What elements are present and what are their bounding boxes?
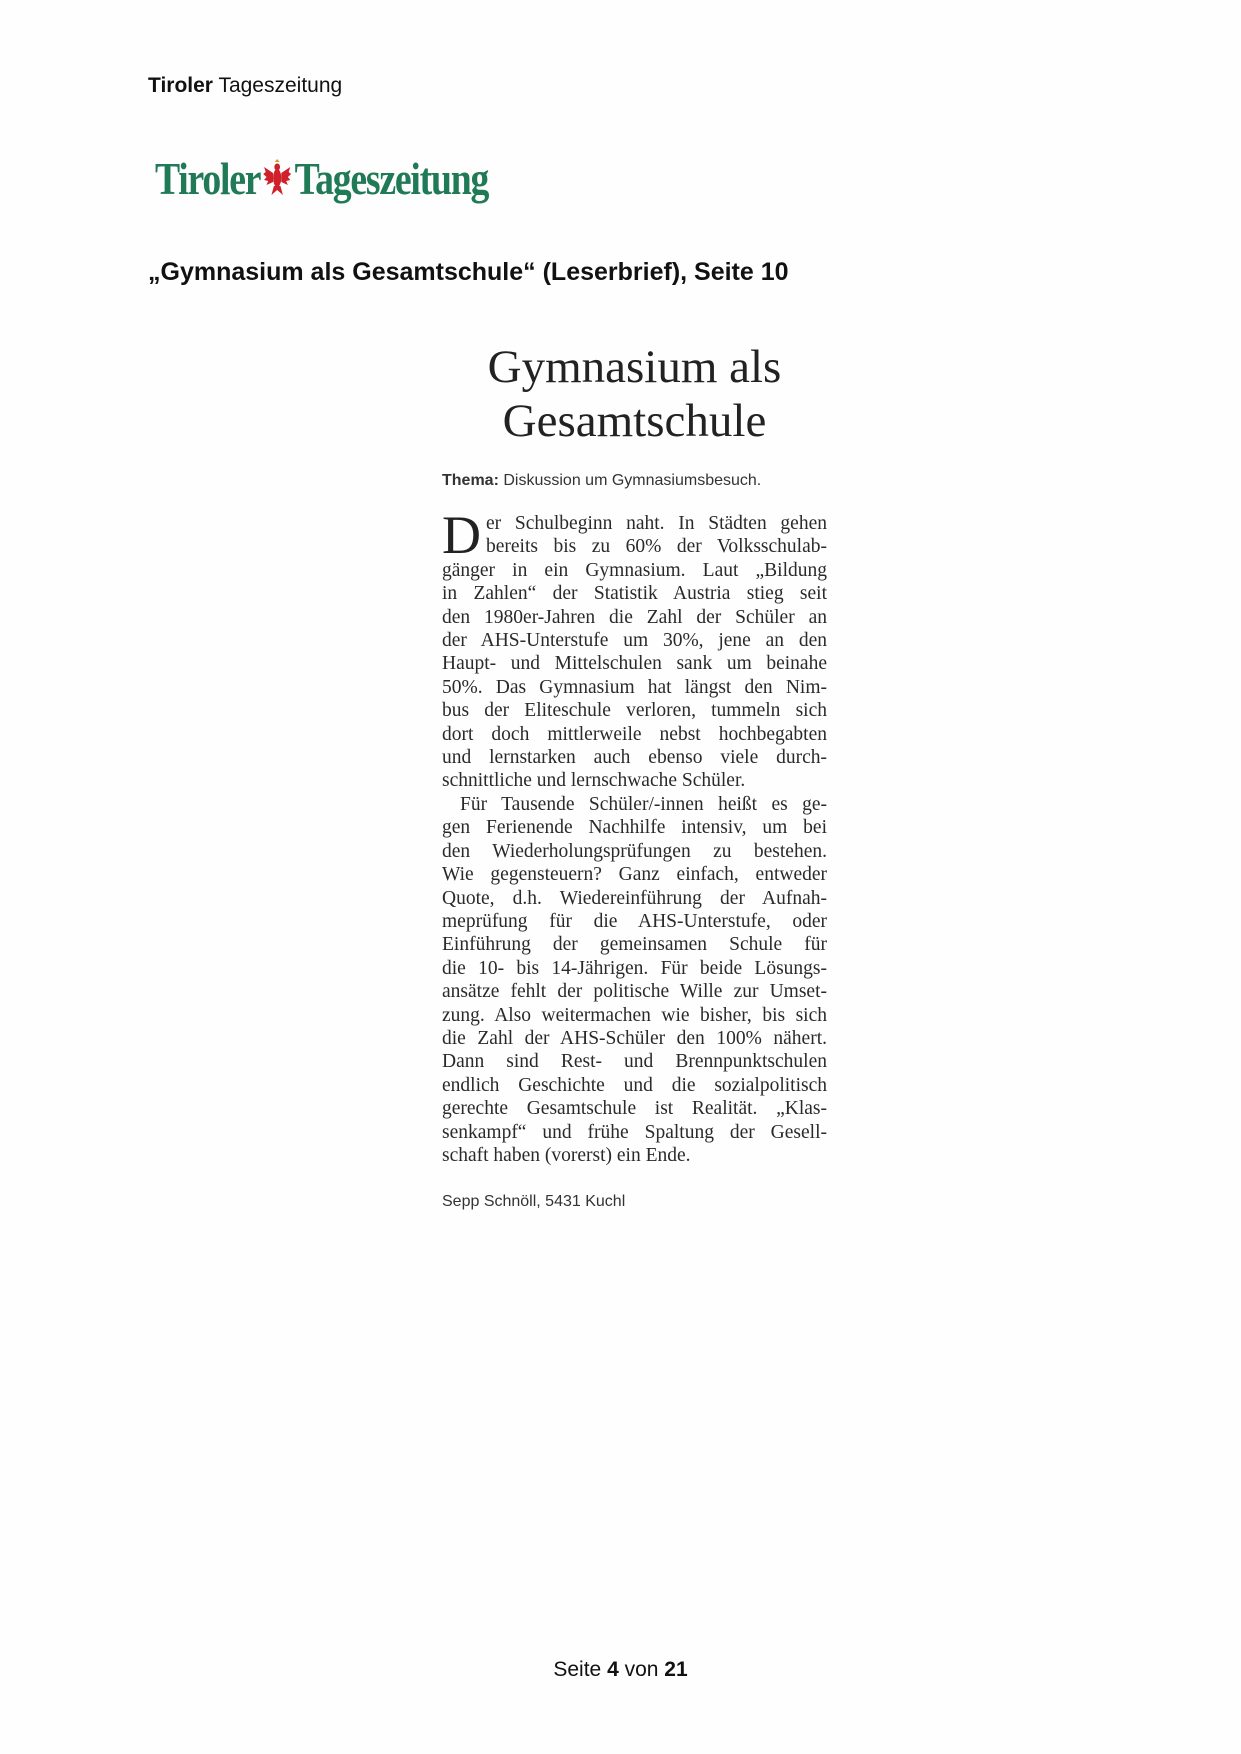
tyrolean-eagle-icon [264, 159, 292, 197]
body-line: 50%. Das Gymnasium hat längst den Nim- [442, 676, 827, 698]
body-line: senkampf“ und frühe Spaltung der Gesell- [442, 1121, 827, 1143]
body-line: und lernstarken auch ebenso viele durch- [442, 747, 827, 769]
body-line: gänger in ein Gymnasium. Laut „Bildung [442, 559, 827, 581]
author-signature: Sepp Schnöll, 5431 Kuchl [442, 1193, 626, 1211]
body-line: der AHS-Unterstufe um 30%, jene an den [442, 630, 827, 652]
body-line: bereits bis zu 60% der Volksschulab- [486, 536, 827, 558]
body-line: Wie gegensteuern? Ganz einfach, entweder [442, 864, 827, 886]
body-line: bus der Eliteschule verloren, tummeln sich [442, 700, 827, 722]
body-line: zung. Also weitermachen wie bisher, bis sich [442, 1004, 827, 1026]
topic-line [442, 472, 827, 490]
total-pages: 21 [664, 1658, 688, 1681]
body-line: den 1980er-Jahren die Zahl der Schüler an [442, 606, 827, 628]
body-line: ansätze fehlt der politische Wille zur Umset- [442, 981, 827, 1003]
title-line-2: Gesamtschule [502, 395, 767, 447]
body-line: meprüfung für die AHS-Unterstufe, oder [442, 910, 827, 932]
page-footer [0, 1658, 1241, 1682]
topic-text: Diskussion um Gymnasiumsbesuch. [503, 472, 762, 489]
body-line: gerechte Gesamtschule ist Realität. „Klas- [442, 1098, 827, 1120]
body-line: gen Ferienende Nachhilfe intensiv, um bei [442, 817, 827, 839]
header-bold: Tiroler [148, 74, 213, 97]
title-line-1: Gymnasium als [487, 341, 782, 393]
logo-left: Tiroler [155, 152, 261, 204]
body-line: schaft haben (vorerst) ein Ende. [442, 1144, 691, 1166]
logo-right: Tageszeitung [294, 152, 489, 204]
body-line: endlich Geschichte und die sozialpolitisch [442, 1074, 827, 1096]
body-line: die 10- bis 14-Jährigen. Für beide Lösungs- [442, 957, 827, 979]
document-header [148, 74, 342, 98]
body-line: Für Tausende Schüler/-innen heißt es ge- [460, 793, 827, 815]
newspaper-logo [155, 150, 488, 206]
footer-mid: von [624, 1658, 659, 1681]
body-line: Quote, d.h. Wiedereinführung der Aufnah- [442, 887, 827, 909]
body-line: dort doch mittlerweile nebst hochbegabten [442, 723, 827, 745]
body-line: Einführung der gemeinsamen Schule für [442, 934, 827, 956]
body-line: die Zahl der AHS-Schüler den 100% nähert. [442, 1027, 827, 1049]
body-line: Dann sind Rest- und Brennpunktschulen [442, 1051, 827, 1073]
header-regular: Tageszeitung [218, 74, 343, 97]
footer-prefix: Seite [553, 1658, 602, 1681]
body-line: er Schulbeginn naht. In Städten gehen [486, 513, 827, 534]
body-line: den Wiederholungsprüfungen zu bestehen. [442, 840, 827, 862]
article-title [442, 340, 827, 448]
current-page: 4 [607, 1658, 619, 1681]
topic-label: Thema: [442, 472, 499, 489]
article-body [442, 505, 827, 1167]
body-line: in Zahlen“ der Statistik Austria stieg seit [442, 583, 827, 605]
body-line: Haupt- und Mittelschulen sank um beinahe [442, 653, 827, 675]
article-clipping [442, 340, 827, 1211]
drop-cap: D [442, 505, 481, 565]
clipping-heading: „Gymnasium als Gesamtschule“ (Leserbrief), Seite 10 [148, 258, 789, 286]
body-line: schnittliche und lernschwache Schüler. [442, 770, 746, 792]
